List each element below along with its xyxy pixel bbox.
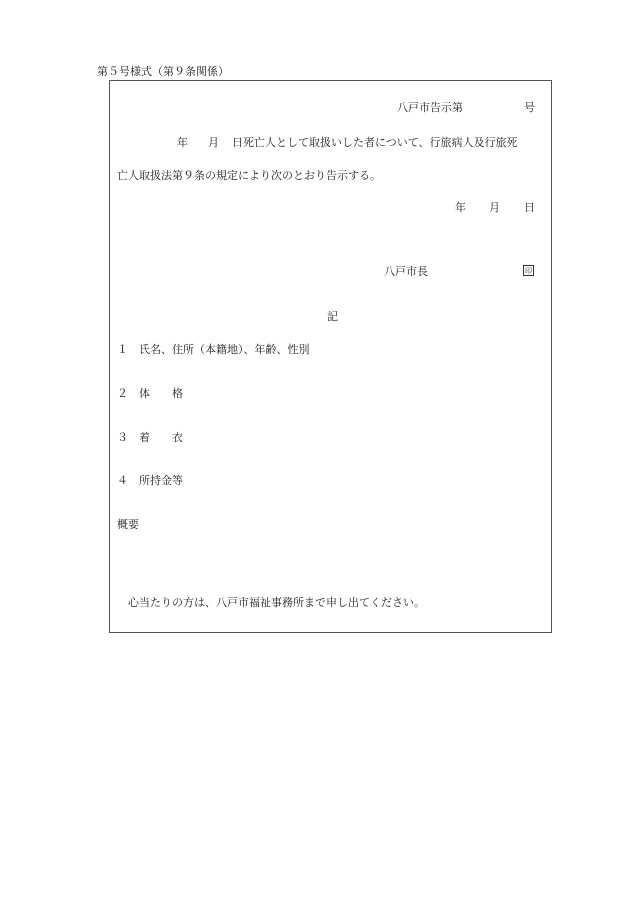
item-number: ２ <box>117 387 128 400</box>
notice-number-suffix: 号 <box>524 101 535 114</box>
issue-date-year: 年 <box>455 201 466 214</box>
notice-number-prefix: 八戸市告示第 <box>397 101 463 114</box>
notice-body-line-2: 亡人取扱法第９条の規定により次のとおり告示する。 <box>117 169 381 182</box>
death-date-month: 月 <box>208 136 219 149</box>
death-date-year: 年 <box>177 136 188 149</box>
item-label-belongings: 所持金等 <box>139 474 183 487</box>
notice-body-line-1: 日死亡人として取扱いした者について、行旅病人及行旅死 <box>232 136 518 149</box>
summary-label: 概要 <box>117 518 139 531</box>
item-label-name-address: 氏名、住所（本籍地）、年齢、性別 <box>139 343 310 356</box>
item-number: ３ <box>117 431 128 444</box>
seal-mark: 印 <box>525 267 532 275</box>
signatory-title: 八戸市長 <box>384 265 428 278</box>
item-label-clothing: 着 衣 <box>139 431 183 444</box>
issue-date-day: 日 <box>524 201 535 214</box>
item-number: １ <box>117 343 128 356</box>
item-number: ４ <box>117 474 128 487</box>
issue-date-month: 月 <box>489 201 500 214</box>
contact-text: 心当たりの方は、八戸市福祉事務所まで申し出てください。 <box>128 596 425 609</box>
item-label-physique: 体 格 <box>139 387 183 400</box>
form-title: 第５号様式（第９条関係） <box>97 65 229 78</box>
ki-heading: 記 <box>327 310 338 323</box>
